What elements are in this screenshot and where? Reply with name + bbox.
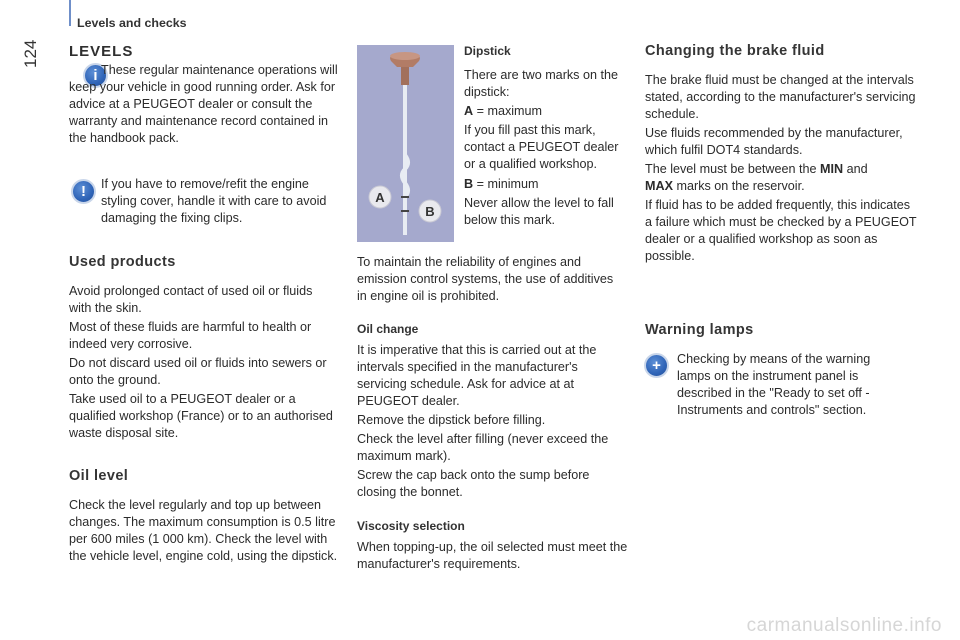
plus-icon: + xyxy=(644,353,669,378)
warning-lamps-text: Checking by means of the warning lamps on the instrument panel is described in the "Ready to set off - Instruments and controls" section. xyxy=(677,352,871,417)
page-number: 124 xyxy=(21,39,40,68)
brake-fluid-paragraph: If fluid has to be added frequently, this indicates a failure which must be checked by a PEUGEOT dealer or a qualified workshop as soon as possible. xyxy=(645,198,917,263)
used-products-paragraph: Do not discard used oil or fluids into sewers or onto the ground. xyxy=(69,356,327,387)
oil-change-title: Oil change xyxy=(357,322,419,336)
warning-lamps-title: Warning lamps xyxy=(645,322,754,338)
label-a: A xyxy=(375,190,385,205)
viscosity-text: When topping-up, the oil selected must meet the manufacturer's requirements. xyxy=(357,540,628,571)
dipstick-graphic xyxy=(357,45,454,242)
levels-title: LEVELS xyxy=(69,43,134,60)
dipstick-illustration xyxy=(357,45,454,242)
oil-change-paragraph: It is imperative that this is carried out at the intervals specified in the manufacturer's servicing schedule. Ask for advice at at PEUGEOT dealer. xyxy=(357,343,597,408)
oil-level-title: Oil level xyxy=(69,468,129,484)
oil-change-paragraph: Check the level after filling (never exceed the maximum mark). xyxy=(357,432,609,463)
section-header: Levels and checks xyxy=(77,16,187,30)
dipstick-section xyxy=(464,43,630,229)
brake-fluid-body xyxy=(645,72,920,265)
levels-info-text: These regular maintenance operations will keep your vehicle in good running order. Ask for advice at a PEUGEOT dealer or consult the warranty and maintenance record contained in the handbook pack. xyxy=(69,63,338,145)
brake-fluid-title: Changing the brake fluid xyxy=(645,43,825,59)
warning-icon: ! xyxy=(71,179,96,204)
used-products-paragraph: Take used oil to a PEUGEOT dealer or a qualified workshop (France) or to an authorised waste disposal site. xyxy=(69,392,333,440)
dipstick-mark-b-desc: Never allow the level to fall below this mark. xyxy=(464,196,614,227)
dipstick-intro: There are two marks on the dipstick: xyxy=(464,68,618,99)
dipstick-mark-a-desc: If you fill past this mark, contact a PEUGEOT dealer or a qualified workshop. xyxy=(464,123,619,171)
used-products-paragraph: Most of these fluids are harmful to health or indeed very corrosive. xyxy=(69,320,312,351)
viscosity-title: Viscosity selection xyxy=(357,519,465,533)
oil-change-section xyxy=(357,321,629,501)
brake-fluid-level-paragraph xyxy=(645,161,920,195)
watermark: carmanualsonline.info xyxy=(746,615,942,636)
oil-change-paragraph: Remove the dipstick before filling. xyxy=(357,413,546,427)
used-products-title: Used products xyxy=(69,254,176,270)
level-text-mid: and xyxy=(843,162,868,176)
levels-warning-text: If you have to remove/refit the engine styling cover, handle it with care to avoid damaging the fixing clips. xyxy=(101,177,327,225)
oil-change-paragraph: Screw the cap back onto the sump before closing the bonnet. xyxy=(357,468,590,499)
brake-fluid-paragraph: The brake fluid must be changed at the intervals stated, according to the manufacturer's servicing schedule. xyxy=(645,73,916,121)
max-mark: MAX xyxy=(645,179,673,193)
level-text-end: marks on the reservoir. xyxy=(673,179,805,193)
dipstick-mark-a xyxy=(464,103,630,120)
used-products-body xyxy=(69,283,337,442)
mark-a-text: = maximum xyxy=(473,104,543,118)
min-mark: MIN xyxy=(820,162,844,176)
oil-level-text: Check the level regularly and top up between changes. The maximum consumption is 0.5 litre per 600 miles (1 000 km). Check the level with the vehicle level, engine cold, using the dipstick. xyxy=(69,498,338,563)
header-accent-bar xyxy=(69,0,71,26)
brake-fluid-paragraph: Use fluids recommended by the manufacturer, which fulfil DOT4 standards. xyxy=(645,126,903,157)
label-b: B xyxy=(425,204,435,219)
dipstick-mark-b xyxy=(464,176,630,193)
reliability-text: To maintain the reliability of engines and emission control systems, the use of additives in engine oil is prohibited. xyxy=(357,255,614,303)
mark-a-label: A xyxy=(464,104,474,118)
info-icon: i xyxy=(83,63,108,88)
viscosity-section xyxy=(357,518,629,573)
used-products-paragraph: Avoid prolonged contact of used oil or fluids with the skin. xyxy=(69,284,313,315)
level-text-start: The level must be between the xyxy=(645,162,821,176)
dipstick-title: Dipstick xyxy=(464,44,511,58)
mark-b-label: B xyxy=(464,177,474,191)
mark-b-text: = minimum xyxy=(473,177,539,191)
